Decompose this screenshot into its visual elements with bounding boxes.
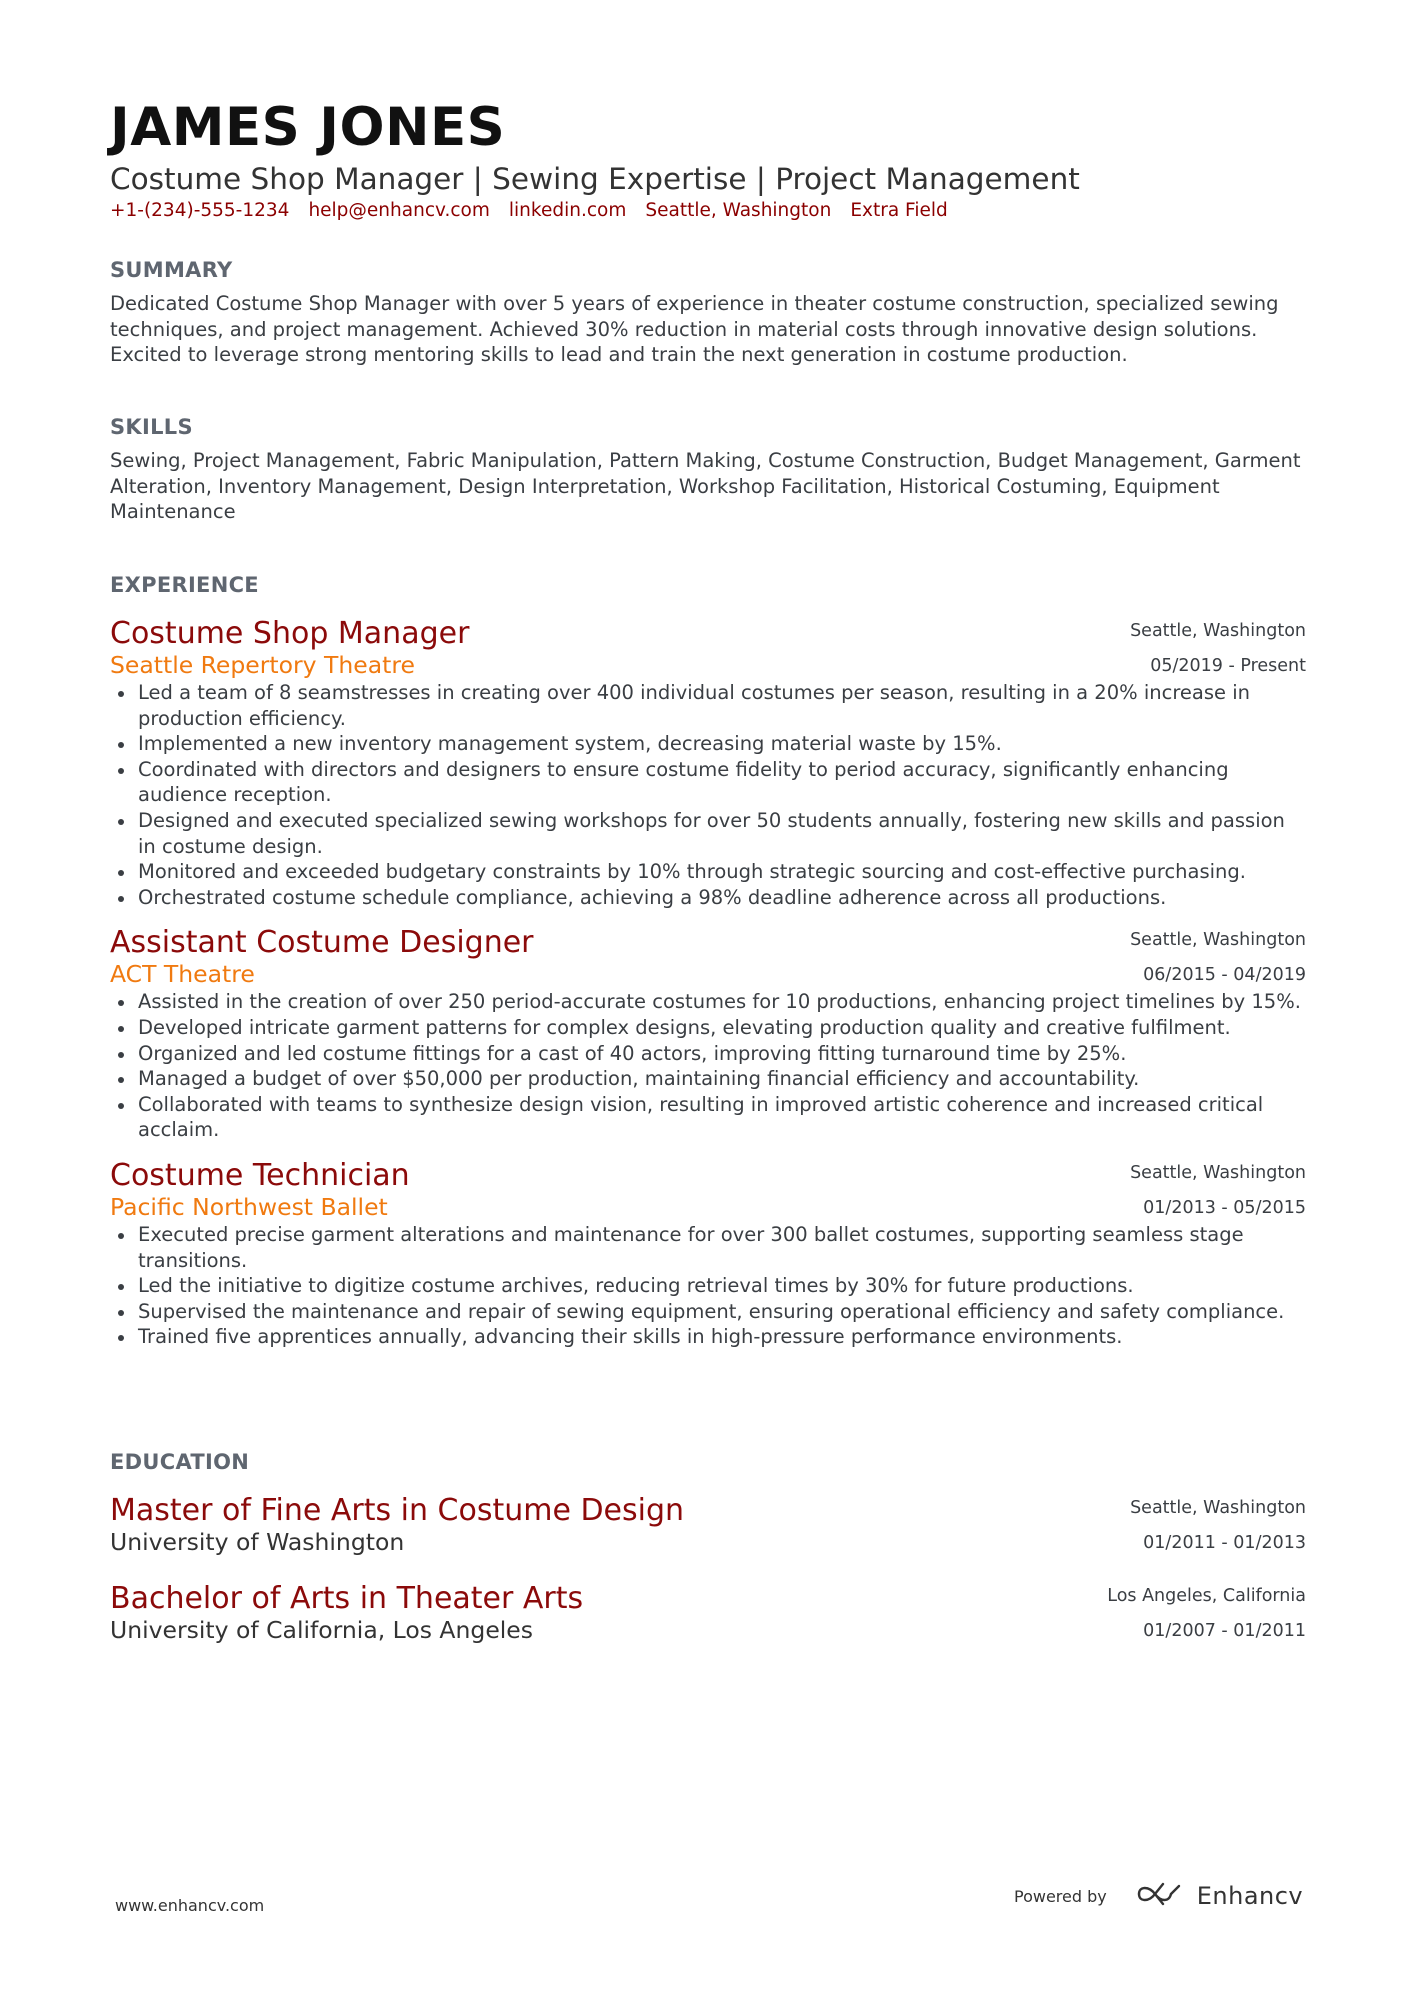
footer-website-link[interactable]: www.enhancv.com (115, 1896, 265, 1915)
list-item: Designed and executed specialized sewing workshops for over 50 students annually, fostering new skills and passion in costume design. (110, 808, 1306, 859)
experience-section (110, 573, 1306, 1350)
resume-page (110, 96, 1306, 1644)
list-item: Executed precise garment alterations and maintenance for over 300 ballet costumes, supporting seamless stage transitions. (110, 1222, 1306, 1273)
school-name: University of California, Los Angeles (110, 1616, 534, 1644)
job-location: Seattle, Washington (1130, 1162, 1306, 1183)
skills-text: Sewing, Project Management, Fabric Manipulation, Pattern Making, Costume Construction, Budget Management, Garment Alteration, Inventory Management, Design Interpretation, Workshop Facilitation, Historical Costuming, Equipment Maintenance (110, 449, 1301, 524)
education-entry (110, 1492, 1306, 1556)
school-location: Los Angeles, California (1107, 1586, 1306, 1606)
school-name: University of Washington (110, 1528, 405, 1556)
list-item: Coordinated with directors and designers to ensure costume fidelity to period accuracy, significantly enhancing audience reception. (110, 757, 1306, 808)
list-item: Implemented a new inventory management system, decreasing material waste by 15%. (110, 731, 1306, 757)
employer-name: Pacific Northwest Ballet (110, 1192, 388, 1221)
powered-by-label: Powered by (1014, 1886, 1107, 1906)
enhancv-brand-name: Enhancv (1196, 1882, 1304, 1910)
job-location: Seattle, Washington (1130, 930, 1306, 951)
section-title-experience: EXPERIENCE (110, 573, 259, 597)
footer-branding (1014, 1880, 1303, 1912)
list-item: Supervised the maintenance and repair of sewing equipment, ensuring operational efficiency and safety compliance. (110, 1299, 1306, 1325)
employer-name: ACT Theatre (110, 960, 255, 989)
contact-email[interactable]: help@enhancv.com (308, 200, 490, 221)
list-item: Collaborated with teams to synthesize design vision, resulting in improved artistic coherence and increased critical acclaim. (110, 1092, 1306, 1143)
list-item: Assisted in the creation of over 250 period-accurate costumes for 10 productions, enhancing project timelines by 15%. (110, 989, 1306, 1015)
enhancv-logo-icon (1135, 1880, 1183, 1912)
section-title-summary: SUMMARY (110, 258, 233, 282)
job-title: Costume Technician (110, 1157, 410, 1193)
contact-extra-field: Extra Field (850, 200, 948, 221)
list-item: Orchestrated costume schedule compliance, achieving a 98% deadline adherence across all productions. (110, 885, 1306, 911)
job-dates: 06/2015 - 04/2019 (1143, 965, 1306, 986)
contact-linkedin[interactable]: linkedin.com (508, 200, 627, 221)
list-item: Monitored and exceeded budgetary constraints by 10% through strategic sourcing and cost-effective purchasing. (110, 859, 1306, 885)
list-item: Managed a budget of over $50,000 per production, maintaining financial efficiency and accountability. (110, 1066, 1306, 1092)
list-item: Trained five apprentices annually, advancing their skills in high-pressure performance environments. (110, 1324, 1306, 1350)
job-bullets (110, 1222, 1306, 1350)
candidate-tagline: Costume Shop Manager | Sewing Expertise | Project Management (110, 162, 1080, 196)
experience-entry (110, 924, 1306, 1143)
job-bullets (110, 989, 1306, 1143)
job-title: Costume Shop Manager (110, 616, 470, 651)
contact-phone[interactable]: +1-(234)-555-1234 (110, 200, 290, 221)
education-section (110, 1450, 1306, 1644)
experience-entry (110, 1157, 1306, 1350)
summary-section (110, 258, 1306, 368)
list-item: Led a team of 8 seamstresses in creating over 400 individual costumes per season, resulting in a 20% increase in production efficiency. (110, 680, 1306, 731)
degree-title: Master of Fine Arts in Costume Design (110, 1493, 685, 1528)
list-item: Led the initiative to digitize costume archives, reducing retrieval times by 30% for future productions. (110, 1273, 1306, 1299)
degree-title: Bachelor of Arts in Theater Arts (110, 1581, 584, 1616)
job-dates: 01/2013 - 05/2015 (1143, 1197, 1306, 1218)
employer-name: Seattle Repertory Theatre (110, 651, 415, 679)
education-dates: 01/2007 - 01/2011 (1143, 1621, 1306, 1641)
job-title: Assistant Costume Designer (110, 925, 534, 961)
skills-section (110, 415, 1306, 525)
contact-bar (110, 198, 1306, 224)
experience-entry (110, 615, 1306, 910)
job-bullets (110, 680, 1306, 910)
list-item: Developed intricate garment patterns for complex designs, elevating production quality and creative fulfilment. (110, 1015, 1306, 1041)
section-title-skills: SKILLS (110, 415, 193, 439)
contact-location: Seattle, Washington (645, 200, 832, 221)
candidate-name: JAMES JONES (110, 97, 506, 158)
job-location: Seattle, Washington (1130, 621, 1306, 641)
list-item: Organized and led costume fittings for a cast of 40 actors, improving fitting turnaround time by 25%. (110, 1041, 1306, 1067)
section-title-education: EDUCATION (110, 1450, 250, 1474)
school-location: Seattle, Washington (1130, 1498, 1306, 1518)
education-entry (110, 1580, 1306, 1644)
job-dates: 05/2019 - Present (1150, 656, 1306, 676)
summary-text: Dedicated Costume Shop Manager with over 5 years of experience in theater costume construction, specialized sewing techniques, and project management. Achieved 30% reduction in material costs through innovative design solutions. Excited to leverage strong mentoring skills to lead and train the next generation in costume production. (110, 292, 1279, 367)
education-dates: 01/2011 - 01/2013 (1143, 1533, 1306, 1553)
